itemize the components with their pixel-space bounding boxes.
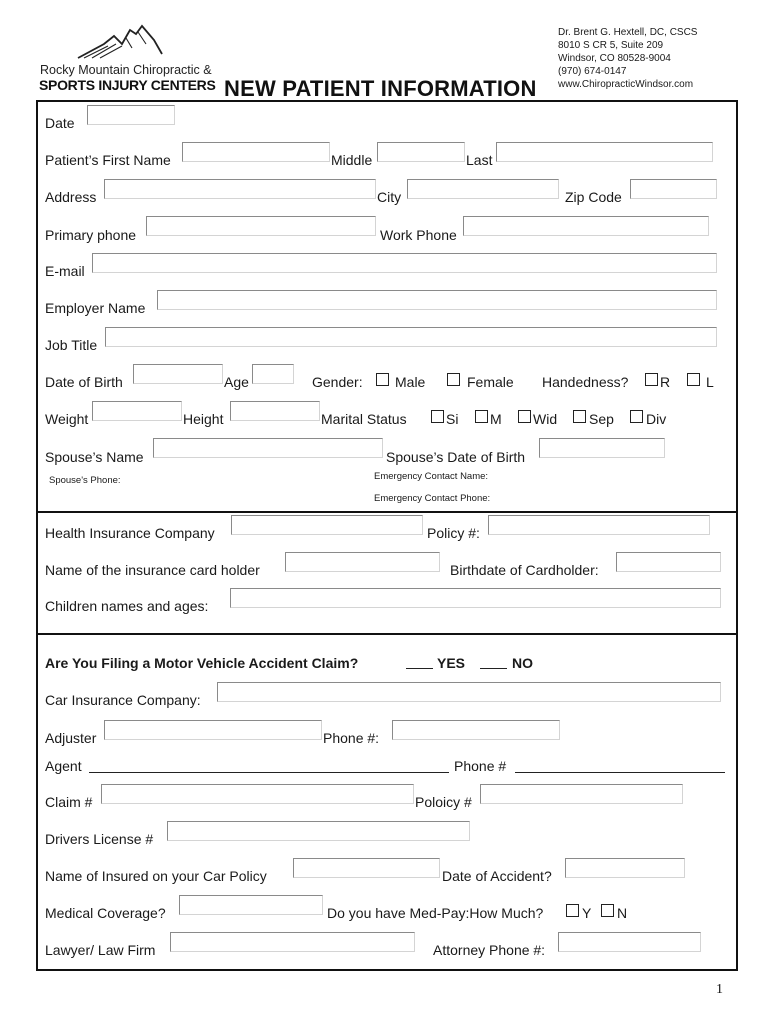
yes-blank[interactable] [406,668,433,669]
work-phone-field[interactable] [463,216,709,236]
car-policy-label: Poloicy # [415,794,472,810]
city-label: City [377,189,402,205]
drivers-license-field[interactable] [167,821,470,841]
employer-label: Employer Name [45,300,146,316]
emergency-phone-label: Emergency Contact Phone: [374,493,491,504]
page-number: 1 [716,982,723,997]
marital-married-label: M [490,411,502,427]
spouse-name-field[interactable] [153,438,383,458]
last-name-label: Last [466,152,493,168]
right-hand-checkbox[interactable] [645,373,658,386]
agent-phone-label: Phone # [454,758,507,774]
children-field[interactable] [230,588,721,608]
car-insurance-field[interactable] [217,682,721,702]
left-hand-checkbox[interactable] [687,373,700,386]
mountain-logo-icon [74,24,166,62]
job-title-label: Job Title [45,337,98,353]
no-label: NO [512,655,533,671]
health-insurance-label: Health Insurance Company [45,525,215,541]
spouse-dob-field[interactable] [539,438,665,458]
age-label: Age [224,374,249,390]
cardholder-dob-field[interactable] [616,552,721,572]
accident-claim-question: Are You Filing a Motor Vehicle Accident Claim? [45,655,359,671]
height-field[interactable] [230,401,320,421]
weight-label: Weight [45,411,89,427]
clinic-address1: 8010 S CR 5, Suite 209 [558,40,664,51]
agent-line[interactable] [89,772,449,773]
clinic-name-line1: Rocky Mountain Chiropractic & [40,63,212,77]
female-checkbox[interactable] [447,373,460,386]
cardholder-field[interactable] [285,552,440,572]
lawyer-field[interactable] [170,932,415,952]
age-field[interactable] [252,364,294,384]
marital-single-checkbox[interactable] [431,410,444,423]
marital-widowed-label: Wid [533,411,558,427]
claim-field[interactable] [101,784,414,804]
last-name-field[interactable] [496,142,713,162]
medpay-yes-checkbox[interactable] [566,904,579,917]
car-policy-field[interactable] [480,784,683,804]
insured-name-field[interactable] [293,858,440,878]
drivers-license-label: Drivers License # [45,831,154,847]
marital-divorced-checkbox[interactable] [630,410,643,423]
zip-label: Zip Code [565,189,622,205]
marital-separated-label: Sep [589,411,614,427]
medpay-yes-label: Y [582,905,592,921]
first-name-field[interactable] [182,142,330,162]
dob-label: Date of Birth [45,374,123,390]
middle-name-field[interactable] [377,142,465,162]
clinic-phone: (970) 674-0147 [558,66,627,77]
height-label: Height [183,411,224,427]
primary-phone-field[interactable] [146,216,376,236]
policy-label: Policy #: [427,525,480,541]
city-field[interactable] [407,179,559,199]
agent-phone-line[interactable] [515,772,725,773]
spouse-dob-label: Spouse’s Date of Birth [386,449,526,465]
no-blank[interactable] [480,668,507,669]
form-title: NEW PATIENT INFORMATION [224,76,537,101]
lawyer-label: Lawyer/ Law Firm [45,942,156,958]
marital-married-checkbox[interactable] [475,410,488,423]
marital-separated-checkbox[interactable] [573,410,586,423]
zip-field[interactable] [630,179,717,199]
medical-coverage-label: Medical Coverage? [45,905,166,921]
gender-label: Gender: [312,374,363,390]
adjuster-field[interactable] [104,720,322,740]
agent-label: Agent [45,758,82,774]
adjuster-label: Adjuster [45,730,97,746]
male-label: Male [395,374,426,390]
marital-status-label: Marital Status [321,411,407,427]
policy-field[interactable] [488,515,710,535]
adjuster-phone-label: Phone #: [323,730,380,746]
address-field[interactable] [104,179,376,199]
spouse-name-label: Spouse’s Name [45,449,144,465]
marital-divorced-label: Div [646,411,667,427]
left-hand-label: L [706,374,714,390]
attorney-phone-field[interactable] [558,932,701,952]
cardholder-dob-label: Birthdate of Cardholder: [450,562,599,578]
accident-date-label: Date of Accident? [442,868,552,884]
children-label: Children names and ages: [45,598,209,614]
address-label: Address [45,189,97,205]
medpay-label: Do you have Med-Pay:How Much? [327,905,544,921]
dob-field[interactable] [133,364,223,384]
attorney-phone-label: Attorney Phone #: [433,942,546,958]
primary-phone-label: Primary phone [45,227,137,243]
email-field[interactable] [92,253,717,273]
emergency-name-label: Emergency Contact Name: [374,471,489,482]
accident-date-field[interactable] [565,858,685,878]
car-insurance-label: Car Insurance Company: [45,692,201,708]
spouse-phone-label: Spouse's Phone: [49,475,121,486]
job-title-field[interactable] [105,327,717,347]
date-field[interactable] [87,105,175,125]
date-label: Date [45,115,75,131]
clinic-name-line2: SPORTS INJURY CENTERS [39,77,216,93]
claim-label: Claim # [45,794,93,810]
weight-field[interactable] [92,401,182,421]
employer-field[interactable] [157,290,717,310]
clinic-website: www.ChiropracticWindsor.com [558,79,694,90]
first-name-label: Patient’s First Name [45,152,171,168]
medical-coverage-field[interactable] [179,895,323,915]
middle-name-label: Middle [331,152,373,168]
email-label: E-mail [45,263,85,279]
yes-label: YES [437,655,466,671]
health-insurance-field[interactable] [231,515,423,535]
marital-widowed-checkbox[interactable] [518,410,531,423]
work-phone-label: Work Phone [380,227,457,243]
medpay-no-checkbox[interactable] [601,904,614,917]
handedness-label: Handedness? [542,374,629,390]
clinic-address2: Windsor, CO 80528-9004 [558,53,671,64]
adjuster-phone-field[interactable] [392,720,560,740]
insured-name-label: Name of Insured on your Car Policy [45,868,267,884]
medpay-no-label: N [617,905,628,921]
male-checkbox[interactable] [376,373,389,386]
marital-single-label: Si [446,411,459,427]
female-label: Female [467,374,514,390]
doctor-name: Dr. Brent G. Hextell, DC, CSCS [558,27,698,38]
cardholder-label: Name of the insurance card holder [45,562,260,578]
right-hand-label: R [660,374,671,390]
